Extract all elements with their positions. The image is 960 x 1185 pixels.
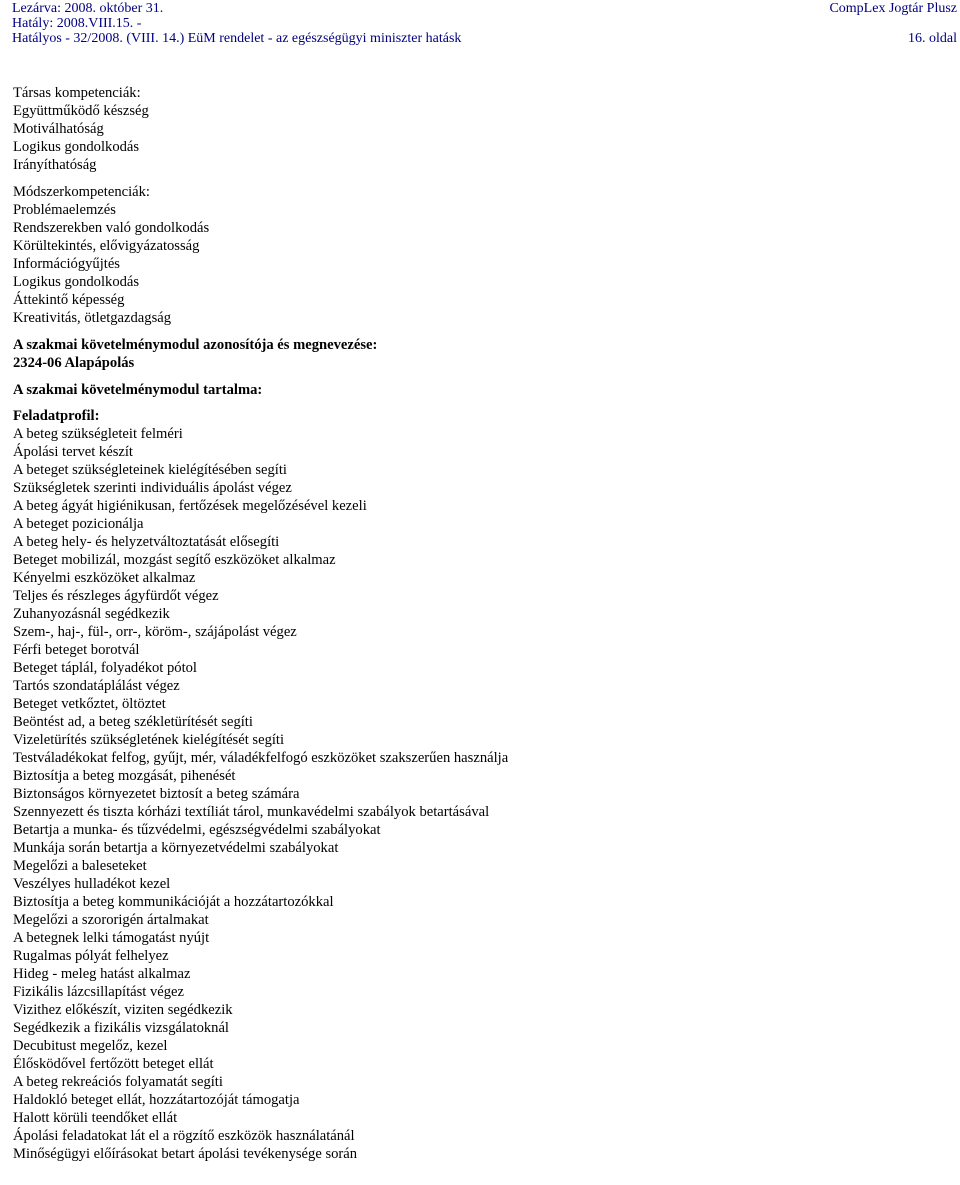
list-item: Beteget vetkőztet, öltöztet — [13, 696, 166, 712]
list-item: Vizeletürítés szükségletének kielégítését segíti — [13, 732, 285, 748]
list-item: Haldokló beteget ellát, hozzátartozóját támogatja — [13, 1092, 300, 1108]
list-item: Élősködővel fertőzött beteget ellát — [13, 1056, 214, 1072]
header-effective-date: Hatály: 2008.VIII.15. - — [12, 16, 142, 31]
list-item: Munkája során betartja a környezetvédelmi szabályokat — [13, 840, 339, 856]
list-item: Teljes és részleges ágyfürdőt végez — [13, 588, 219, 604]
list-item: Rugalmas pólyát felhelyez — [13, 948, 169, 964]
list-item: Áttekintő képesség — [13, 292, 125, 308]
list-item: Testváladékokat felfog, gyűjt, mér, váladékfelfogó eszközöket szakszerűen használja — [13, 750, 509, 766]
list-item: Megelőzi a baleseteket — [13, 858, 147, 874]
list-item: A beteg szükségleteit felméri — [13, 426, 183, 442]
social-competencies-section — [13, 84, 953, 174]
list-item: A beteget szükségleteinek kielégítésében segíti — [13, 462, 287, 478]
module-content-heading: A szakmai követelménymodul tartalma: — [13, 382, 263, 398]
header-closed-date: Lezárva: 2008. október 31. — [12, 1, 164, 16]
list-item: Betartja a munka- és tűzvédelmi, egészségvédelmi szabályokat — [13, 822, 381, 838]
header-document-title: Hatályos - 32/2008. (VIII. 14.) EüM rendelet - az egészségügyi miniszter hatásk — [12, 31, 462, 46]
list-item: Veszélyes hulladékot kezel — [13, 876, 171, 892]
list-item: Motiválhatóság — [13, 121, 104, 137]
document-body — [13, 84, 953, 1163]
list-item: Problémaelemzés — [13, 202, 116, 218]
list-item: Beteget mobilizál, mozgást segítő eszközöket alkalmaz — [13, 552, 336, 568]
method-competencies-title: Módszerkompetenciák: — [13, 184, 150, 200]
list-item: Körültekintés, elővigyázatosság — [13, 238, 200, 254]
list-item: Szennyezett és tiszta kórházi textíliát tárol, munkavédelmi szabályok betartásával — [13, 804, 490, 820]
list-item: Együttműködő készség — [13, 103, 149, 119]
list-item: Halott körüli teendőket ellát — [13, 1110, 178, 1126]
list-item: Logikus gondolkodás — [13, 274, 140, 290]
list-item: Decubitust megelőz, kezel — [13, 1038, 168, 1054]
list-item: Irányíthatóság — [13, 157, 97, 173]
task-profile-title: Feladatprofil: — [13, 408, 100, 424]
list-item: A beteget pozicionálja — [13, 516, 144, 532]
list-item: Hideg - meleg hatást alkalmaz — [13, 966, 191, 982]
list-item: Szem-, haj-, fül-, orr-, köröm-, szájápolást végez — [13, 624, 297, 640]
list-item: Férfi beteget borotvál — [13, 642, 140, 658]
task-profile-section — [13, 407, 953, 1163]
list-item: Segédkezik a fizikális vizsgálatoknál — [13, 1020, 229, 1036]
list-item: Ápolási feladatokat lát el a rögzítő eszközök használatánál — [13, 1128, 355, 1144]
list-item: Megelőzi a szororigén ártalmakat — [13, 912, 209, 928]
list-item: A beteg rekreációs folyamatát segíti — [13, 1074, 223, 1090]
header-brand: CompLex Jogtár Plusz — [829, 1, 957, 16]
list-item: A beteg ágyát higiénikusan, fertőzések megelőzésével kezeli — [13, 498, 367, 514]
list-item: Kreativitás, ötletgazdagság — [13, 310, 172, 326]
module-id-value: 2324-06 Alapápolás — [13, 355, 135, 371]
list-item: Vizithez előkészít, viziten segédkezik — [13, 1002, 233, 1018]
list-item: Zuhanyozásnál segédkezik — [13, 606, 170, 622]
list-item: Szükségletek szerinti individuális ápolást végez — [13, 480, 292, 496]
list-item: Ápolási tervet készít — [13, 444, 133, 460]
list-item: Logikus gondolkodás — [13, 139, 140, 155]
list-item: Biztosítja a beteg mozgását, pihenését — [13, 768, 236, 784]
list-item: Tartós szondatáplálást végez — [13, 678, 180, 694]
list-item: A betegnek lelki támogatást nyújt — [13, 930, 210, 946]
module-id-heading: A szakmai követelménymodul azonosítója és megnevezése: — [13, 337, 378, 353]
list-item: A beteg hely- és helyzetváltoztatását elősegíti — [13, 534, 280, 550]
header-page-number: 16. oldal — [908, 31, 957, 46]
task-profile-list — [13, 425, 953, 1163]
method-competencies-list — [13, 201, 953, 327]
social-competencies-list — [13, 102, 953, 174]
list-item: Biztonságos környezetet biztosít a beteg számára — [13, 786, 300, 802]
list-item: Fizikális lázcsillapítást végez — [13, 984, 185, 1000]
list-item: Beteget táplál, folyadékot pótol — [13, 660, 197, 676]
list-item: Információgyűjtés — [13, 256, 120, 272]
method-competencies-section — [13, 183, 953, 327]
page-header — [12, 0, 960, 44]
list-item: Kényelmi eszközöket alkalmaz — [13, 570, 196, 586]
social-competencies-title: Társas kompetenciák: — [13, 85, 141, 101]
list-item: Minőségügyi előírásokat betart ápolási tevékenysége során — [13, 1146, 358, 1162]
list-item: Beöntést ad, a beteg székletürítését segíti — [13, 714, 253, 730]
list-item: Rendszerekben való gondolkodás — [13, 220, 210, 236]
list-item: Biztosítja a beteg kommunikációját a hozzátartozókkal — [13, 894, 334, 910]
